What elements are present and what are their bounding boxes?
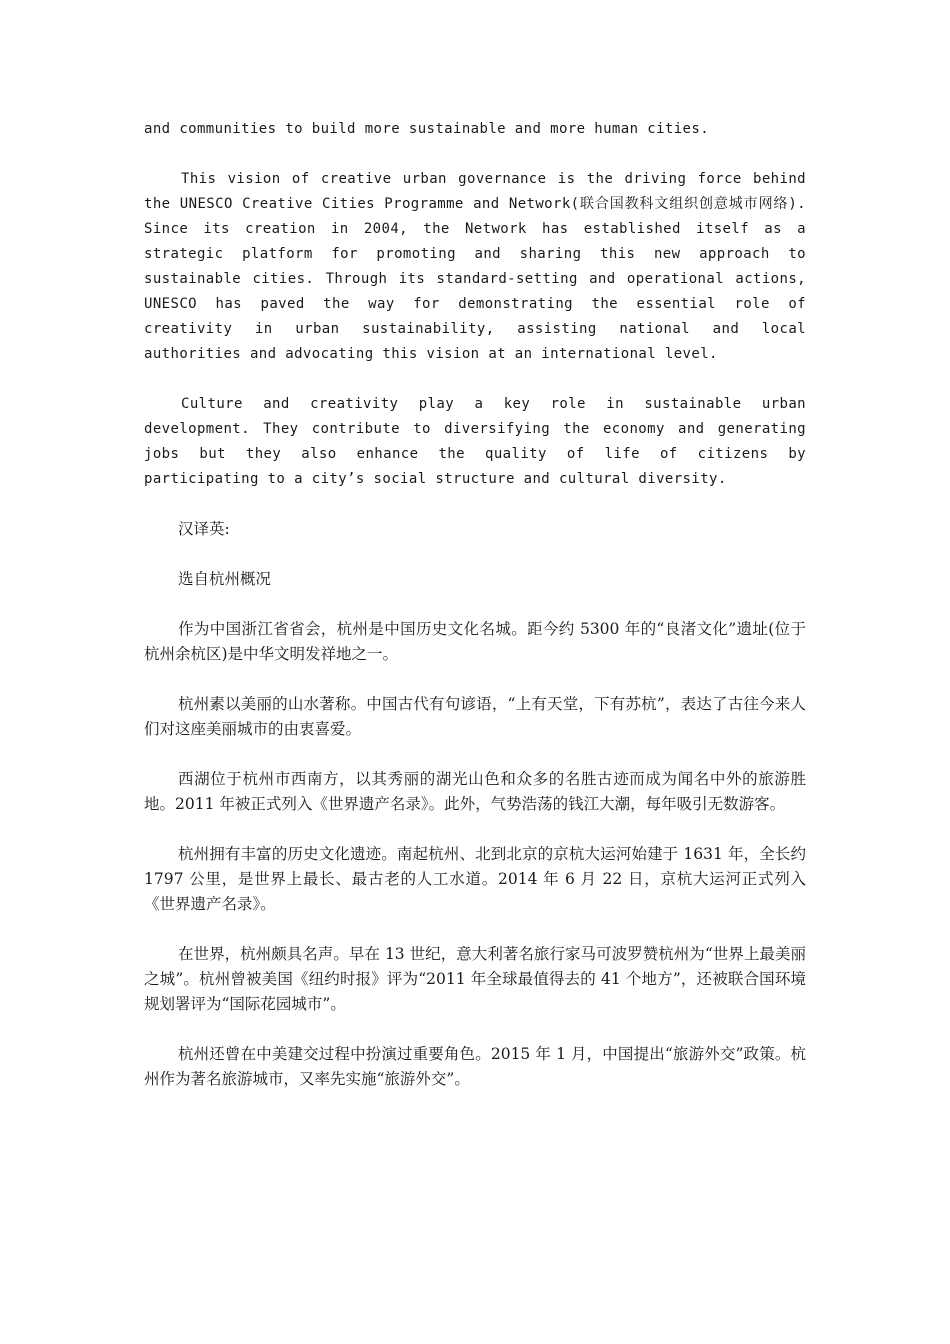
- chinese-paragraph-capital: 作为中国浙江省省会，杭州是中国历史文化名城。距今约 5300 年的“良渚文化”遗址(位于杭州余杭区)是中华文明发祥地之一。: [144, 620, 806, 663]
- english-paragraph-culture-creativity: Culture and creativity play a key role in sustainable urban development. They contribute to diversifying the economy and generating jobs but they also enhance the quality of life of citizens by participating to a city’s social structure and cultural diversity.: [144, 396, 806, 487]
- section-label: 汉译英:: [178, 520, 230, 538]
- english-paragraph-creative-governance: This vision of creative urban governance is the driving force behind the UNESCO Creative Cities Programme and Network(联合国教科文组织创意城市网络). Since its creation in 2004, the Network has established itself as a strategic platform for promoting and sharing this new approach to sustainable cities. Through its standard-setting and operational actions, UNESCO has paved the way for demonstrating the essential role of creativity in urban sustainability, assisting national and local authorities and advocating this vision at an international level.: [144, 171, 806, 362]
- source-label: 选自杭州概况: [178, 570, 272, 588]
- chinese-paragraph-diplomacy: 杭州还曾在中美建交过程中扮演过重要角色。2015 年 1 月，中国提出“旅游外交”政策。杭州作为著名旅游城市，又率先实施“旅游外交”。: [144, 1045, 806, 1088]
- english-paragraph-continuation: and communities to build more sustainable and more human cities.: [144, 121, 710, 137]
- document-body: [144, 117, 806, 1117]
- chinese-paragraph-world-fame: 在世界，杭州颇具名声。早在 13 世纪，意大利著名旅行家马可波罗赞杭州为“世界上最美丽之城”。杭州曾被美国《纽约时报》评为“2011 年全球最值得去的 41 个地方”，还被联合国环境规划署评为“国际花园城市”。: [144, 945, 806, 1013]
- chinese-paragraph-grand-canal: 杭州拥有丰富的历史文化遗迹。南起杭州、北到北京的京杭大运河始建于 1631 年，全长约 1797 公里，是世界上最长、最古老的人工水道。2014 年 6 月 22 日，京杭大运河正式列入《世界遗产名录》。: [144, 845, 806, 913]
- chinese-paragraph-west-lake: 西湖位于杭州市西南方，以其秀丽的湖光山色和众多的名胜古迹而成为闻名中外的旅游胜地。2011 年被正式列入《世界遗产名录》。此外，气势浩荡的钱江大潮，每年吸引无数游客。: [144, 770, 806, 813]
- chinese-paragraph-scenery: 杭州素以美丽的山水著称。中国古代有句谚语，“上有天堂，下有苏杭”，表达了古往今来人们对这座美丽城市的由衷喜爱。: [144, 695, 806, 738]
